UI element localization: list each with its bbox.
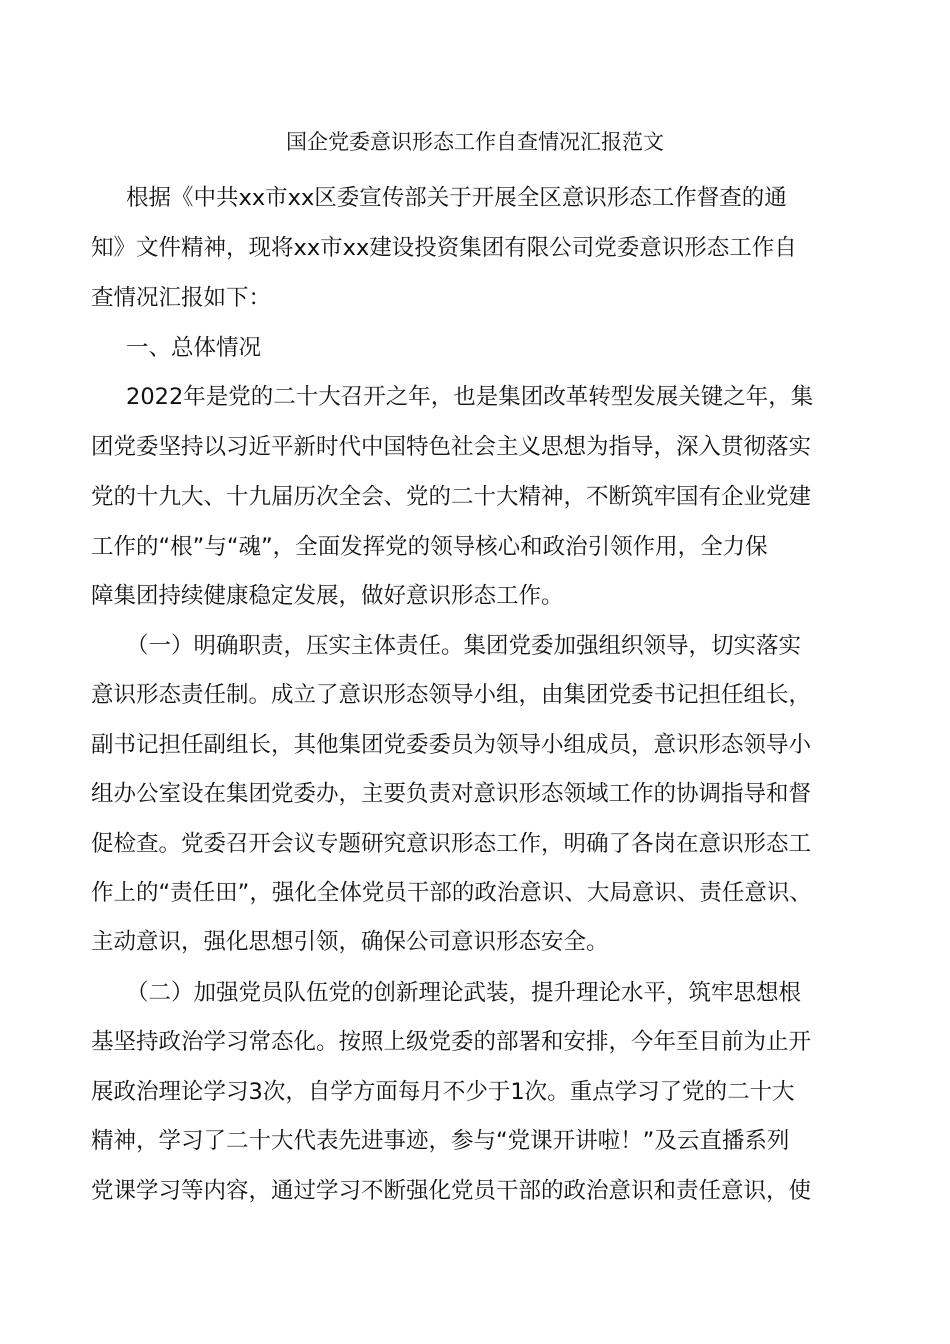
paragraph-line: 团党委坚持以习近平新时代中国特色社会主义思想为指导，深入贯彻落实 [91, 434, 812, 460]
paragraph-line: 基坚持政治学习常态化。按照上级党委的部署和安排，今年至目前为止开 [91, 1029, 812, 1055]
paragraph-line: 展政治理论学习3次，自学方面每月不少于1次。重点学习了党的二十大 [91, 1079, 795, 1105]
paragraph-line: 根据《中共xx市xx区委宣传部关于开展全区意识形态工作督查的通 [126, 185, 787, 211]
paragraph-line: 知》文件精神，现将xx市xx建设投资集团有限公司党委意识形态工作自 [91, 235, 797, 261]
paragraph-line: 2022年是党的二十大召开之年，也是集团改革转型发展关键之年，集 [126, 384, 814, 410]
section-heading: 一、总体情况 [126, 335, 262, 361]
paragraph-line: 工作的“根”与“魂”，全面发挥党的领导核心和政治引领作用，全力保 [91, 534, 768, 560]
paragraph-line: 党的十九大、十九届历次全会、党的二十大精神，不断筑牢国有企业党建 [91, 484, 812, 510]
paragraph-line: 主动意识，强化思想引领，确保公司意识形态安全。 [91, 929, 609, 955]
paragraph-line: 精神，学习了二十大代表先进事迹，参与“党课开讲啦！”及云直播系列 [91, 1128, 790, 1154]
paragraph-line: 组办公室设在集团党委办，主要负责对意识形态领域工作的协调指导和督 [91, 781, 812, 807]
paragraph-line: 意识形态责任制。成立了意识形态领导小组，由集团党委书记担任组长， [91, 682, 812, 708]
paragraph-line: （一）明确职责，压实主体责任。集团党委加强组织领导，切实落实 [126, 633, 802, 659]
paragraph-line: 副书记担任副组长，其他集团党委委员为领导小组成员，意识形态领导小 [91, 732, 812, 758]
paragraph-line: 作上的“责任田”，强化全体党员干部的政治意识、大局意识、责任意识、 [91, 880, 812, 906]
paragraph-line: 查情况汇报如下： [91, 285, 272, 311]
paragraph-line: 障集团持续健康稳定发展，做好意识形态工作。 [91, 583, 564, 609]
document-title: 国企党委意识形态工作自查情况汇报范文 [286, 130, 664, 154]
paragraph-line: 促检查。党委召开会议专题研究意识形态工作，明确了各岗在意识形态工 [91, 831, 812, 857]
paragraph-line: 党课学习等内容，通过学习不断强化党员干部的政治意识和责任意识，使 [91, 1178, 812, 1204]
paragraph-line: （二）加强党员队伍党的创新理论武装，提升理论水平，筑牢思想根 [126, 980, 802, 1006]
